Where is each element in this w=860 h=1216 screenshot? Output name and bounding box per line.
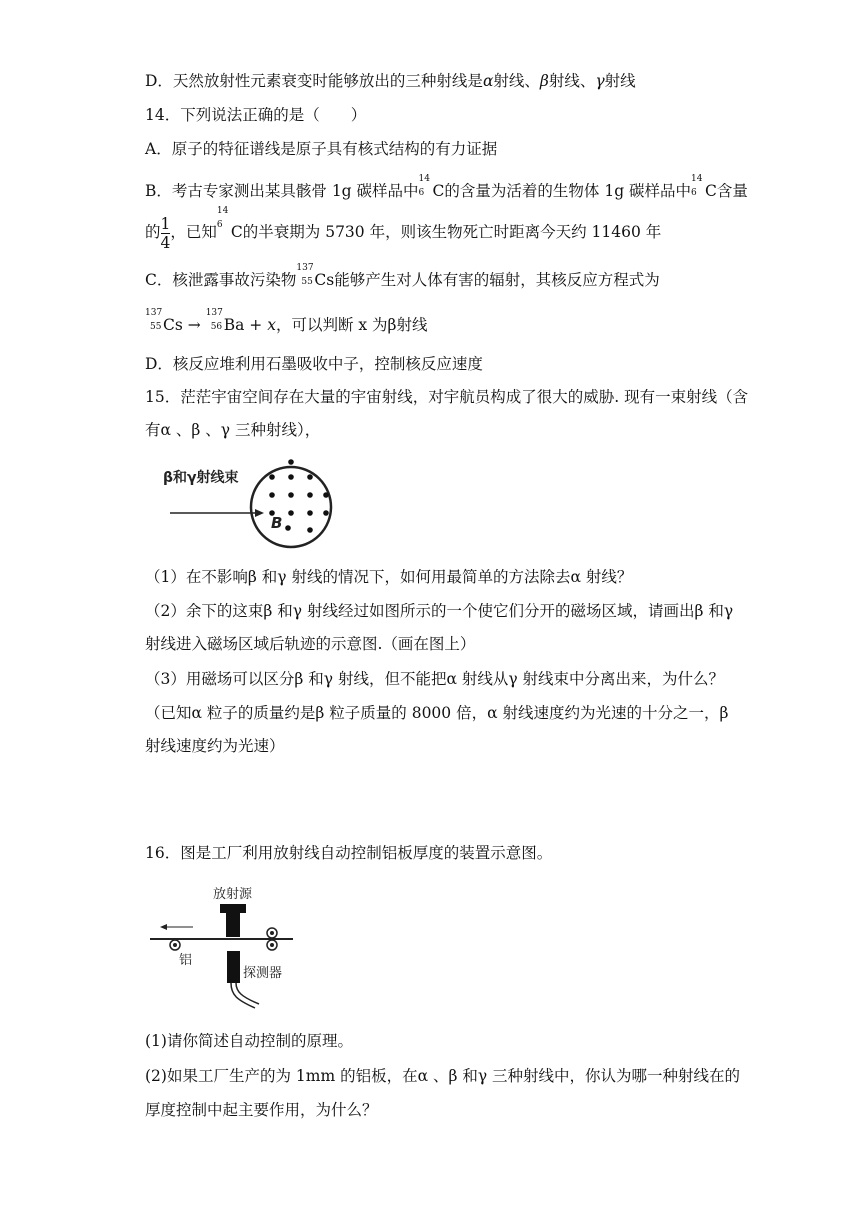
q14-option-b-line1: B．考古专家测出某具骸骨 1g 碳样品中 14 6 C的含量为活着的生物体 1g 碳样品中 14 6 C含量 (145, 174, 748, 200)
q14-option-b-line2: 的 $\frac{1}{4}$ ，已知 14 6 C的半衰期为 5730 年，则该生物死亡时距离今天约 11460 年 (145, 206, 662, 252)
q15-sub2-line1: （2）余下的这束β 和γ 射线经过如图所示的一个使它们分开的磁场区域，请画出β 和γ (145, 602, 734, 620)
q15-stem-line2: 有α 、β 、γ 三种射线）， (145, 421, 321, 439)
barium137-isotope: 137 56 Ba (205, 308, 245, 334)
q14-option-a: A．原子的特征谱线是原子具有核式结构的有力证据 (145, 140, 498, 158)
q15-magnetic-field-figure (160, 452, 350, 552)
q14-option-c-equation: 137 55 Cs → 137 56 Ba + x，可以判断 x 为β射线 (145, 308, 428, 334)
q14-option-c-line1: C．核泄露事故污染物 137 55 Cs能够产生对人体有害的辐射，其核反应方程式为 (145, 263, 660, 289)
q15-note-line2: 射线速度约为光速） (145, 737, 285, 755)
q16-sub1: (1)请你简述自动控制的原理。 (145, 1032, 353, 1050)
detector-label: 探测器 (243, 966, 283, 981)
q15-stem-line1: 15．茫茫宇宙空间存在大量的宇宙射线，对宇航员构成了很大的威胁. 现有一束射线（含 (145, 388, 749, 406)
q16-stem: 16．图是工厂利用放射线自动控制铝板厚度的装置示意图。 (145, 844, 553, 862)
carbon14-isotope: 14 6 C (691, 174, 717, 200)
cesium137-isotope: 137 55 Cs (145, 308, 183, 334)
q15-note-line1: （已知α 粒子的质量约是β 粒子质量的 8000 倍，α 射线速度约为光速的十分之一，β (145, 704, 729, 722)
q16-sub2-line1: (2)如果工厂生产的为 1mm 的铝板，在α 、β 和γ 三种射线中，你认为哪一种射线在的 (145, 1067, 741, 1085)
radiation-source-top (220, 904, 246, 913)
motion-arrow-head (160, 924, 167, 930)
q14-option-d: D．核反应堆利用石墨吸收中子，控制核反应速度 (145, 355, 483, 373)
beam-label: β和γ射线束 (163, 470, 239, 486)
detector (227, 951, 240, 983)
carbon14-isotope: 14 6 C (216, 206, 243, 241)
q15-sub3: （3）用磁场可以区分β 和γ 射线，但不能把α 射线从γ 射线束中分离出来，为什么？ (145, 670, 725, 688)
radiation-source-stem (226, 913, 240, 937)
field-b-label: B (271, 514, 283, 532)
q15-sub2-line2: 射线进入磁场区域后轨迹的示意图.（画在图上） (145, 635, 476, 653)
plate-label: 铝 (179, 953, 193, 968)
q15-sub1: （1）在不影响β 和γ 射线的情况下，如何用最简单的方法除去α 射线？ (145, 568, 633, 586)
q16-sub2-line2: 厚度控制中起主要作用，为什么？ (145, 1101, 378, 1119)
q16-thickness-control-figure (145, 880, 305, 1010)
carbon14-isotope: 14 6 C (418, 174, 445, 200)
q13-option-d: D．天然放射性元素衰变时能够放出的三种射线是α射线、β射线、γ射线 (145, 72, 636, 90)
q14-stem: 14．下列说法正确的是（ ） (145, 106, 367, 124)
cesium137-isotope: 137 55 Cs (296, 263, 335, 289)
source-label: 放射源 (213, 887, 253, 902)
beam-arrow-head (255, 509, 264, 517)
one-quarter-fraction: $\frac{1}{4}$ (160, 214, 171, 252)
